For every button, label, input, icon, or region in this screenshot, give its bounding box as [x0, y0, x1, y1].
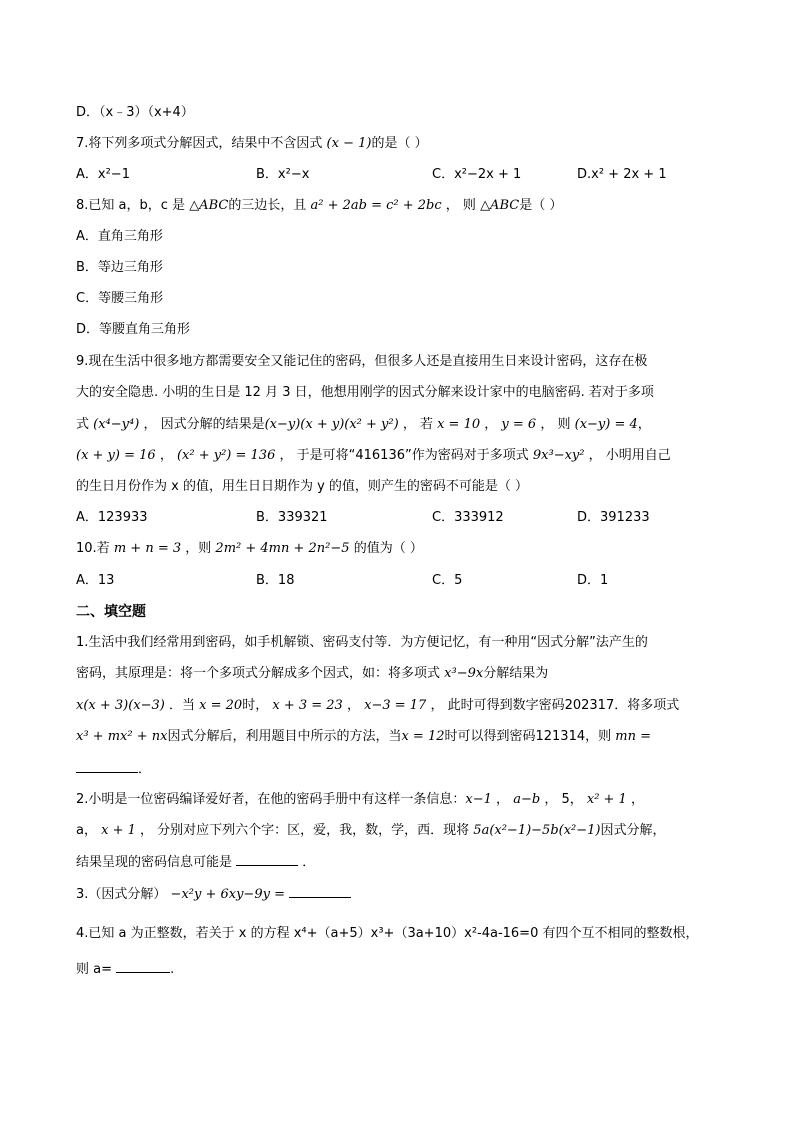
q9-option-d: D．391233	[577, 510, 650, 525]
q9-text: ，	[484, 417, 498, 432]
q9-text: 式	[76, 417, 90, 432]
f1-mn-math: mn =	[615, 729, 651, 744]
f1-factor-math: x(x + 3)(x−3)	[76, 698, 165, 713]
q10-option-c: C．5	[432, 573, 463, 588]
q9-text: ，	[637, 417, 651, 432]
f2-answer-blank[interactable]	[236, 853, 298, 866]
q8-option-c: C．等腰三角形	[76, 291, 164, 306]
q10-option-a: A．13	[76, 573, 115, 588]
f4-answer-blank[interactable]	[116, 960, 170, 973]
q9-square-sum-math: (x² + y²) = 136	[176, 448, 276, 463]
q8-stem-text-3: ， 则	[445, 198, 476, 213]
f1-text: 密码，其原理是：将一个多项式分解成多个因式，如：将多项式	[76, 666, 441, 681]
f1-text: 时可以得到密码121314，则	[444, 729, 612, 744]
q8-triangle-math-2: △ABC	[480, 198, 520, 213]
f1-x-value-math: x = 20	[199, 698, 243, 713]
f2-text: ．	[302, 855, 316, 870]
q8-stem-end: 是（ ）	[519, 198, 563, 213]
f2-item-math: x² + 1	[586, 792, 627, 807]
q9-target-polynomial-math: 9x³−xy²	[532, 448, 585, 463]
q7-stem	[76, 135, 428, 153]
q9-option-c: C．333912	[432, 510, 504, 525]
f1-line-3	[76, 697, 679, 715]
q8-option-b: B．等边三角形	[76, 260, 163, 275]
f1-text: 因式分解后，利用题目中所示的方法，当	[167, 729, 402, 744]
q9-line-1: 9.现在生活中很多地方都需要安全又能记住的密码，但很多人还是直接用生日来设计密码，这存在极	[76, 354, 648, 369]
q7-option-d: D.x² + 2x + 1	[577, 167, 667, 182]
f1-target-math: x³ + mx² + nx	[76, 729, 168, 744]
q9-polynomial-math: (x⁴−y⁴)	[93, 417, 140, 432]
f1-line-2	[76, 665, 548, 683]
f2-text: a，	[76, 823, 97, 838]
f2-line-3	[76, 853, 315, 872]
q9-text: ，	[159, 448, 173, 463]
f1-answer-blank[interactable]	[76, 760, 138, 773]
f2-text: ，	[630, 792, 644, 807]
f1-polynomial-math: x³−9x	[444, 666, 484, 681]
f2-text: ， 5，	[544, 792, 583, 807]
q9-option-b: B．339321	[256, 510, 328, 525]
q9-text: ， 若	[402, 417, 433, 432]
q9-option-a: A．123933	[76, 510, 148, 525]
q10-text: ，则	[185, 541, 212, 556]
q7-option-c: C．x²−2x + 1	[432, 167, 522, 182]
f4-line-1: 4.已知 a 为正整数，若关于 x 的方程 x⁴+（a+5）x³+（3a+10）x²-4a-16=0 有四个互不相同的整数根，	[76, 926, 699, 941]
q8-triangle-math: △ABC	[189, 198, 229, 213]
q8-option-a: A．直角三角形	[76, 229, 163, 244]
f4-text: 则 a=	[76, 962, 112, 977]
f1-text: ， 此时可得到数字密码202317．将多项式	[430, 698, 680, 713]
f2-line-2	[76, 822, 666, 840]
q8-option-d: D．等腰直角三角形	[76, 322, 191, 337]
f2-item-math: x + 1	[101, 823, 136, 838]
f1-text: ．当	[169, 698, 196, 713]
q7-stem-text: 7.将下列多项式分解因式，结果中不含因式	[76, 136, 323, 151]
q9-sum-math: (x + y) = 16	[76, 448, 156, 463]
f2-text: 因式分解，	[600, 823, 666, 838]
f2-text: ，	[496, 792, 510, 807]
f2-line-1	[76, 791, 644, 809]
q9-line-2: 大的安全隐患. 小明的生日是 12 月 3 日，他想用刚学的因式分解来设计家中的电脑密码. 若对于多项	[76, 385, 654, 400]
q9-line-4	[76, 447, 671, 465]
q7-option-a: A．x²−1	[76, 167, 130, 182]
q8-stem-text-2: 的三边长，且	[228, 198, 307, 213]
f1-text: ，	[346, 698, 360, 713]
f1-text: 分解结果为	[483, 666, 549, 681]
q10-option-b: B．18	[256, 573, 295, 588]
q9-text: ， 于是可将“416136”作为密码对于多项式	[279, 448, 529, 463]
f1-minus-math: x−3 = 17	[364, 698, 427, 713]
f2-expression-math: 5a(x²−1)−5b(x²−1)	[473, 823, 601, 838]
q7-option-b: B．x²−x	[256, 167, 310, 182]
f3-line	[76, 885, 351, 904]
q9-line-5: 的生日月份作为 x 的值，用生日日期作为 y 的值，则产生的密码不可能是（ ）	[76, 479, 529, 494]
q9-x-value-math: x = 10	[437, 417, 481, 432]
q8-stem	[76, 197, 562, 215]
f3-text: 3.（因式分解）	[76, 887, 167, 902]
f2-item-math: x−1	[465, 792, 492, 807]
f2-text: ， 分别对应下列六个字：区，爱，我，数，学，西．现将	[140, 823, 470, 838]
f1-line-4	[76, 728, 651, 746]
q9-text: ， 因式分解的结果是	[143, 417, 265, 432]
f1-plus-math: x + 3 = 23	[272, 698, 343, 713]
f3-expression-math: −x²y + 6xy−9y =	[170, 887, 285, 902]
q7-stem-end: 的是（ ）	[371, 136, 428, 151]
f3-answer-blank[interactable]	[289, 885, 351, 898]
q9-y-value-math: y = 6	[501, 417, 537, 432]
q9-factor-math: (x−y)(x + y)(x² + y²)	[264, 417, 399, 432]
q9-text: ， 小明用自己	[588, 448, 671, 463]
f2-item-math: a−b	[513, 792, 541, 807]
q9-line-3	[76, 416, 651, 434]
q10-condition-math: m + n = 3	[113, 541, 182, 556]
f2-text: 结果呈现的密码信息可能是	[76, 855, 233, 870]
f1-text: ．	[138, 762, 152, 777]
f1-line-1: 1.生活中我们经常用到密码，如手机解锁、密码支付等．为方便记忆，有一种用“因式分解”法产生的	[76, 635, 648, 650]
f4-text: .	[170, 962, 175, 977]
section-title: 二、填空题	[76, 604, 146, 620]
f1-line-5	[76, 760, 151, 779]
q8-equation-math: a² + 2ab = c² + 2bc	[310, 198, 442, 213]
q10-expression-math: 2m² + 4mn + 2n²−5	[215, 541, 350, 556]
q9-text: ， 则	[540, 417, 571, 432]
q10-text: 的值为（ ）	[353, 541, 423, 556]
q8-stem-text: 8.已知 a，b，c 是	[76, 198, 186, 213]
f2-text: 2.小明是一位密码编译爱好者，在他的密码手册中有这样一条信息：	[76, 792, 466, 807]
f1-text: 时，	[242, 698, 269, 713]
q6-option-d: D．（x﹣3）（x+4）	[76, 105, 194, 120]
f1-x12-math: x = 12	[401, 729, 445, 744]
q10-text: 10.若	[76, 541, 110, 556]
q7-stem-math: (x − 1)	[326, 136, 372, 151]
f4-line-2	[76, 960, 174, 979]
q9-diff-math: (x−y) = 4	[574, 417, 638, 432]
q10-stem	[76, 540, 423, 558]
q10-option-d: D．1	[577, 573, 609, 588]
